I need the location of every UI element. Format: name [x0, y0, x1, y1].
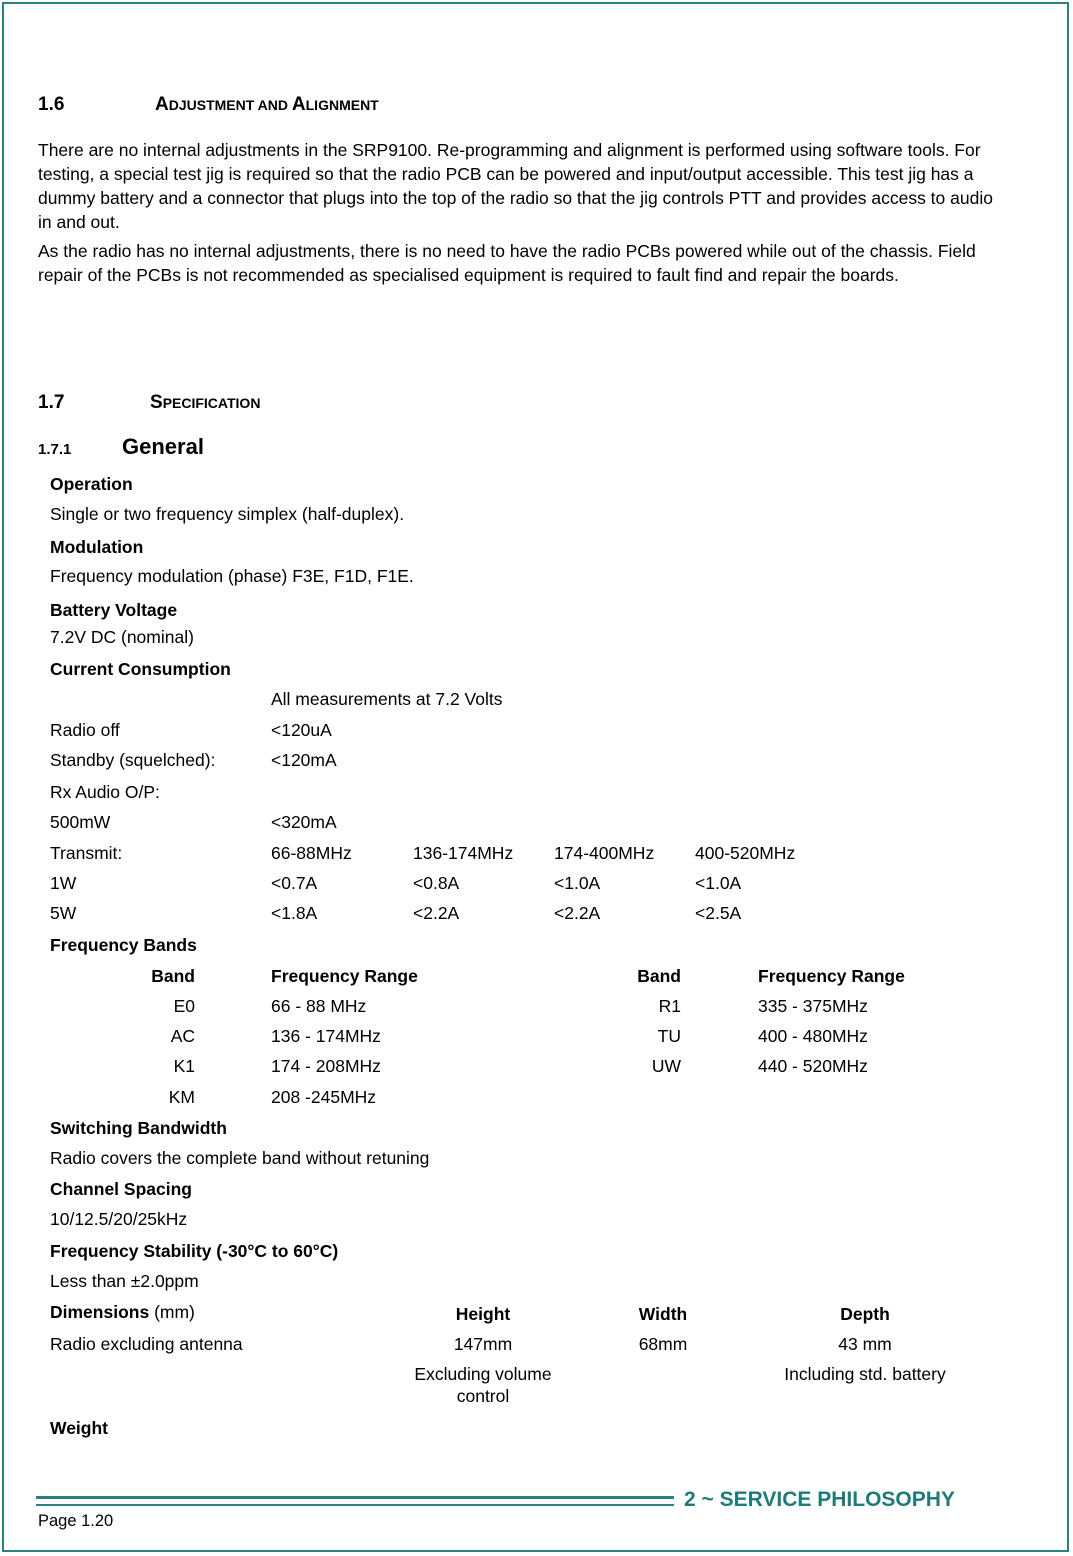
current-label: Rx Audio O/P:: [50, 782, 160, 802]
transmit-power-label: 5W: [50, 903, 77, 923]
section-171-number: 1.7.1: [38, 441, 72, 458]
bands-col-band: Band: [151, 966, 195, 986]
stability-text: Less than ±2.0ppm: [50, 1271, 199, 1291]
dimension-depth-note: Including std. battery: [784, 1364, 946, 1384]
spacing-text: 10/12.5/20/25kHz: [50, 1209, 188, 1229]
band-range: 136 - 174MHz: [271, 1026, 381, 1046]
stability-heading: Frequency Stability (-30°C to 60°C): [50, 1241, 339, 1261]
dimension-depth: 43 mm: [838, 1334, 892, 1354]
transmit-current: <2.5A: [695, 903, 742, 923]
band-code: K1: [173, 1056, 195, 1076]
current-label: Standby (squelched):: [50, 750, 216, 770]
transmit-current: <1.0A: [695, 873, 742, 893]
transmit-current: <2.2A: [554, 903, 601, 923]
band-range: 66 - 88 MHz: [271, 996, 367, 1016]
spacing-heading: Channel Spacing: [50, 1179, 192, 1199]
section-16-number: 1.6: [38, 94, 65, 115]
transmit-label: Transmit:: [50, 843, 123, 863]
band-code: AC: [170, 1026, 195, 1046]
section-16-title: ADJUSTMENT AND ALIGNMENT: [155, 94, 379, 115]
paragraph-field-repair: As the radio has no internal adjustments, there is no need to have the radio PCBs powered while out of the chassis. Field repair of the PCBs is not recommended as specialised equipment is required to fault find and repair the boards.: [38, 241, 976, 285]
current-label: 500mW: [50, 812, 111, 832]
band-code: UW: [651, 1056, 681, 1076]
modulation-text: Frequency modulation (phase) F3E, F1D, F1E.: [50, 566, 414, 586]
band-code: R1: [658, 996, 681, 1016]
current-note: All measurements at 7.2 Volts: [271, 689, 503, 709]
bands-col-band: Band: [637, 966, 681, 986]
footer-chapter-title: 2 ~ SERVICE PHILOSOPHY: [684, 1488, 955, 1511]
band-code: KM: [168, 1087, 195, 1107]
current-value: <120uA: [271, 720, 332, 740]
section-17-title: SPECIFICATION: [150, 392, 261, 413]
transmit-band-header: 66-88MHz: [271, 843, 352, 863]
dimensions-col-height: Height: [455, 1304, 511, 1324]
switching-text: Radio covers the complete band without retuning: [50, 1148, 430, 1168]
dimensions-col-depth: Depth: [840, 1304, 890, 1324]
operation-text: Single or two frequency simplex (half-duplex).: [50, 504, 405, 524]
modulation-heading: Modulation: [50, 537, 144, 557]
dimensions-col-width: Width: [638, 1304, 688, 1324]
band-range: 400 - 480MHz: [758, 1026, 868, 1046]
battery-heading: Battery Voltage: [50, 600, 178, 620]
band-range: 208 -245MHz: [271, 1087, 377, 1107]
transmit-band-header: 174-400MHz: [554, 843, 655, 863]
transmit-current: <0.7A: [271, 873, 318, 893]
paragraph-adjustment: There are no internal adjustments in the SRP9100. Re-programming and alignment is performed using software tools. For testing, a special test jig is required so that the radio PCB can be powered and input/output accessible. This test jig has a dummy battery and a connector that plugs into the top of the radio so that the jig controls PTT and provides access to audio in and out.: [38, 140, 993, 232]
footer-rule: [36, 1496, 674, 1506]
band-code: E0: [173, 996, 195, 1016]
band-code: TU: [657, 1026, 681, 1046]
weight-heading: Weight: [50, 1418, 109, 1438]
current-value: <320mA: [271, 812, 337, 832]
page-number: Page 1.20: [38, 1512, 114, 1530]
operation-heading: Operation: [50, 474, 133, 494]
dimension-height-note: Excluding volume: [414, 1364, 552, 1384]
transmit-current: <1.8A: [271, 903, 318, 923]
transmit-current: <1.0A: [554, 873, 601, 893]
band-range: 335 - 375MHz: [758, 996, 868, 1016]
dimension-height-note: control: [456, 1386, 510, 1406]
dimension-width: 68mm: [638, 1334, 688, 1354]
dimension-height: 147mm: [453, 1334, 513, 1354]
transmit-band-header: 400-520MHz: [695, 843, 796, 863]
dimensions-heading: Dimensions (mm): [50, 1302, 195, 1322]
bands-col-range: Frequency Range: [271, 966, 418, 986]
band-range: 440 - 520MHz: [758, 1056, 868, 1076]
bands-heading: Frequency Bands: [50, 935, 197, 955]
current-label: Radio off: [50, 720, 120, 740]
current-value: <120mA: [271, 750, 337, 770]
transmit-power-label: 1W: [50, 873, 77, 893]
battery-text: 7.2V DC (nominal): [50, 627, 194, 647]
transmit-current: <0.8A: [413, 873, 460, 893]
switching-heading: Switching Bandwidth: [50, 1118, 227, 1138]
section-17-number: 1.7: [38, 392, 65, 413]
dimensions-row-label: Radio excluding antenna: [50, 1334, 243, 1354]
section-171-title: General: [122, 434, 204, 459]
band-range: 174 - 208MHz: [271, 1056, 381, 1076]
transmit-band-header: 136-174MHz: [413, 843, 514, 863]
current-heading: Current Consumption: [50, 659, 231, 679]
transmit-current: <2.2A: [413, 903, 460, 923]
bands-col-range: Frequency Range: [758, 966, 905, 986]
